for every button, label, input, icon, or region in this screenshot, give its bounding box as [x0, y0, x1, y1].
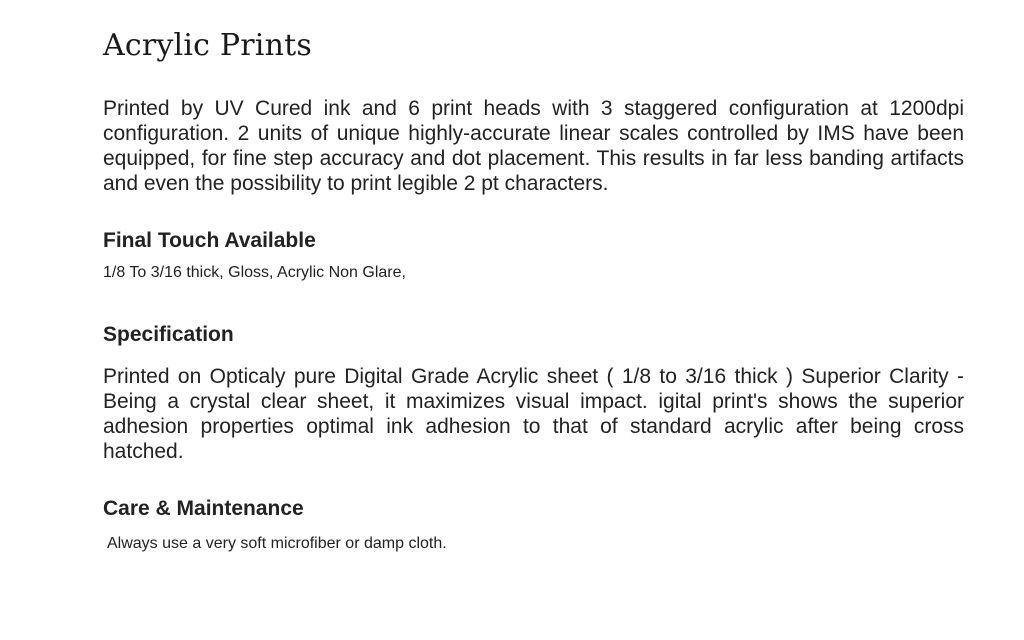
care-heading: Care & Maintenance [103, 497, 304, 520]
specification-heading: Specification [103, 323, 234, 346]
intro-paragraph: Printed by UV Cured ink and 6 print heads with 3 staggered configuration at 1200dpi configuration. 2 units of unique highly-accurate linear scales controlled by IMS have been equipped, for fine step accuracy and dot placement. This results in far less banding artifacts and even the possibility to print legible 2 pt characters. [103, 97, 964, 195]
specification-text: Printed on Opticaly pure Digital Grade Acrylic sheet ( 1/8 to 3/16 thick ) Superior Clarity - Being a crystal clear sheet, it maximizes visual impact. igital print's shows the superior adhesion properties optimal ink adhesion to that of standard acrylic after being cross hatched. [103, 365, 964, 463]
final-touch-heading: Final Touch Available [103, 229, 316, 252]
care-text: Always use a very soft microfiber or damp cloth. [107, 535, 447, 552]
page-title: Acrylic Prints [103, 28, 312, 63]
final-touch-text: 1/8 To 3/16 thick, Gloss, Acrylic Non Glare, [103, 264, 406, 281]
